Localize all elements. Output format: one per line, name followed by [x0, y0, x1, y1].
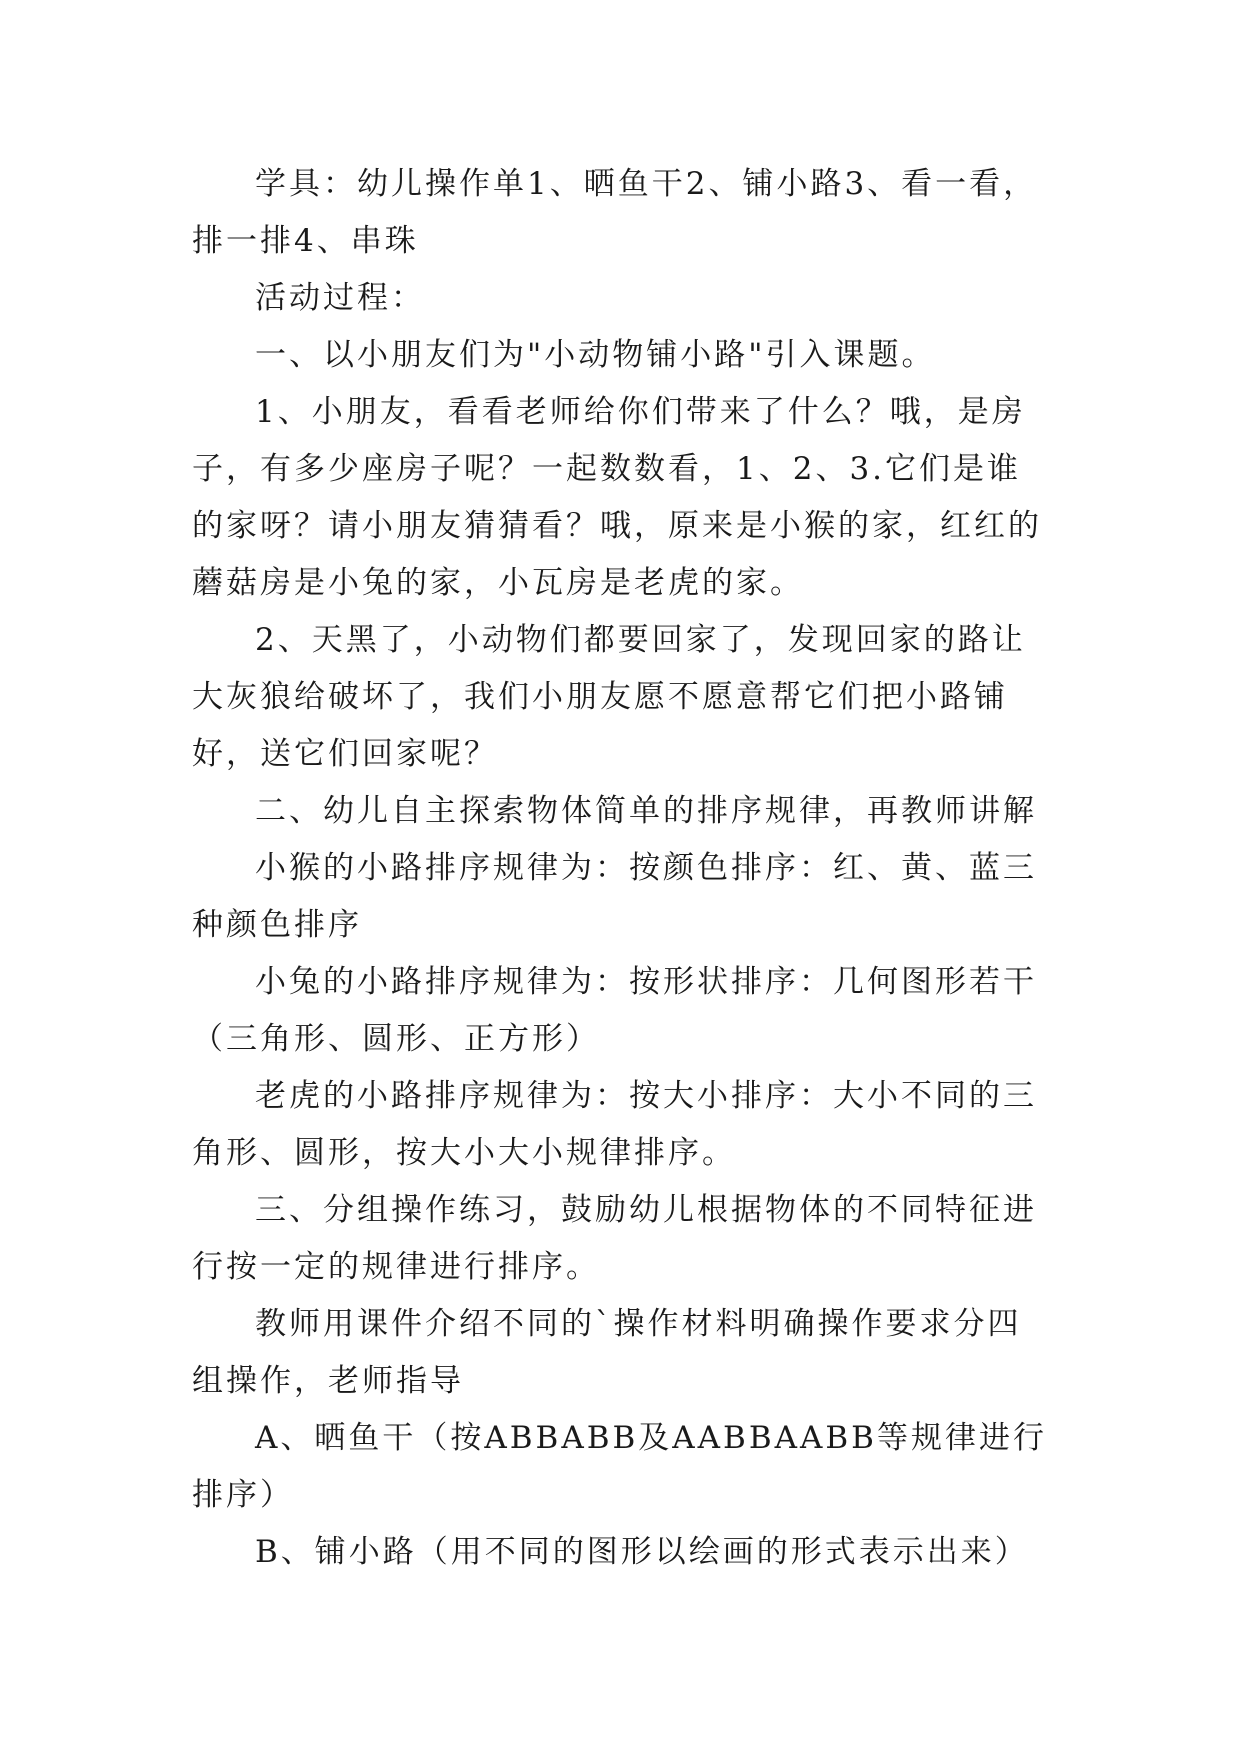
paragraph-section-three: 三、分组操作练习，鼓励幼儿根据物体的不同特征进行按一定的规律进行排序。 [192, 1192, 1037, 1285]
paragraph-activity-b: B、铺小路（用不同的图形以绘画的形式表示出来） [255, 1534, 1029, 1570]
paragraph-monkey-rule: 小猴的小路排序规律为：按颜色排序：红、黄、蓝三种颜色排序 [192, 850, 1037, 943]
document-body [192, 156, 1052, 1581]
paragraph-section-two: 二、幼儿自主探索物体简单的排序规律，再教师讲解 [255, 793, 1037, 829]
paragraph-process-heading: 活动过程： [255, 280, 425, 316]
paragraph-materials: 学具：幼儿操作单1、晒鱼干2、铺小路3、看一看，排一排4、串珠 [192, 166, 1038, 259]
paragraph-tiger-rule: 老虎的小路排序规律为：按大小排序：大小不同的三角形、圆形，按大小大小规律排序。 [192, 1078, 1037, 1171]
paragraph-teacher-intro: 教师用课件介绍不同的`操作材料明确操作要求分四组操作，老师指导 [192, 1306, 1022, 1399]
paragraph-section-one: 一、以小朋友们为"小动物铺小路"引入课题。 [255, 337, 936, 373]
paragraph-activity-a: A、晒鱼干（按ABBABB及AABBAABB等规律进行排序） [192, 1420, 1047, 1513]
paragraph-rabbit-rule: 小兔的小路排序规律为：按形状排序：几何图形若干（三角形、圆形、正方形） [192, 964, 1037, 1057]
paragraph-step-two: 2、天黑了，小动物们都要回家了，发现回家的路让大灰狼给破坏了，我们小朋友愿不愿意帮它们把小路铺好，送它们回家呢？ [192, 622, 1026, 772]
paragraph-step-one: 1、小朋友，看看老师给你们带来了什么？哦，是房子，有多少座房子呢？一起数数看，1、2、3.它们是谁的家呀？请小朋友猜猜看？哦，原来是小猴的家，红红的蘑菇房是小兔的家，小瓦房是老虎的家。 [192, 394, 1042, 601]
